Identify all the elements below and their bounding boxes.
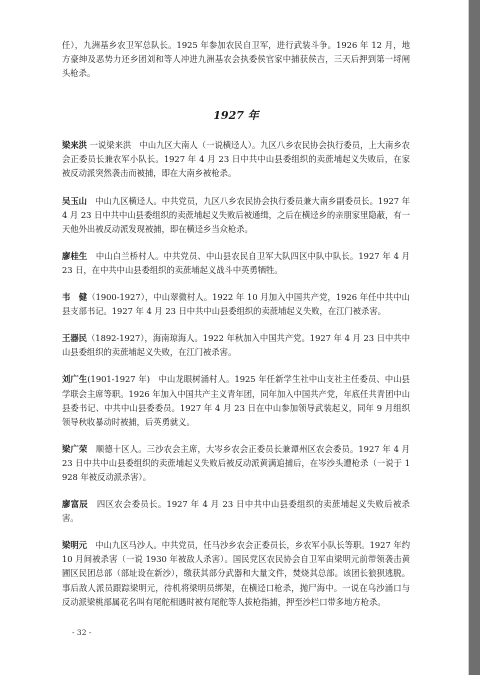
entry-name: 韦 健: [62, 292, 88, 303]
entry-liang-mingyuan: [62, 538, 410, 608]
entry-text: 一说梁来洪 中山九区大南人（一说横迳人）。九区八乡农民协会执行委员，上大南乡农会正委员长兼农军小队长。1927 年 4 月 23 日中共中山县委组织的卖蔗埔起义失败后，在家被反动派突然袭击而被捕，即在大南乡被枪杀。: [62, 140, 410, 179]
entry-liao-fuchen: [62, 497, 410, 525]
entry-text: 顺德十区人。三沙农会主席，大岑乡农会正委员长兼谭州区农会委员。1927 年 4 月 23 日中共中山县委组织的卖蔗埔起义失败后被反动派黄满追捕后，在岑沙头遭枪杀（一说于 1928 年被反动派杀害）。: [62, 443, 410, 482]
entry-text: 中山九区马沙人。中共党员，任马沙乡农会正委员长，乡农军小队长等职。1927 年约 10 月间被杀害（一说 1930 年被敌人杀害）。国民党区农民协会自卫军由梁明元前带领袭击黄圃区民团总部（部址设在新沙），缴获其部分武器和大量文件，焚烧其总部。该团长狼狈逃脱。事后敌人派员跟踪梁明元，待机将梁明员绑架，在横迳口枪杀，抛尸海中。一说在乌沙涌口与反动派梁桃部属花名叫有尾舵相遇时被有尾舵等人拔枪指捕，押至沙栏口带多地方枪杀。: [62, 540, 410, 607]
entry-text: 中山九区横迳人。中共党员，九区八乡农民协会执行委员兼大南乡副委员长。1927 年 4 月 23 日中共中山县委组织的卖蔗埔起义失败后被通缉，之后在横迳乡的亲朋家里隐蔽，有一天他外出被反动派发现被捕，即在横迳乡当众枪杀。: [62, 195, 410, 234]
page-content: [62, 38, 410, 622]
scrollbar-track[interactable]: [469, 0, 480, 675]
page-number: - 32 -: [72, 628, 92, 637]
entry-name: 吴玉山: [62, 195, 87, 206]
entry-text: （1900-1927），中山翠微村人。1922 年 10 月加入中国共产党，1926 年任中共中山县支部书记。1927 年 4 月 23 日中共中山县委组织的卖蔗埔起义失败，在江门被杀害。: [62, 292, 410, 317]
entry-name: 梁广荣: [62, 443, 88, 454]
entry-wu-yushan: [62, 194, 410, 236]
entry-name: 廖富辰: [62, 499, 89, 510]
intro-paragraph: 任），九洲基乡农卫军总队长。1925 年参加农民自卫军，进行武装斗争。1926 年 12 月，地方豪绅及恶势力还乡团刘和等人冲进九洲基农会执委侯官家中捕获侯吉，三天后押到第一埒闸头枪杀。: [62, 40, 410, 79]
entry-wei-jian: [62, 290, 410, 318]
entry-text: 四区农会委员长。1927 年 4 月 23 日中共中山县委组织的卖蔗埔起义失败后被杀害。: [62, 499, 410, 524]
entry-name: 刘广生: [62, 374, 88, 385]
entry-text: （1892-1927），海南琼海人。1922 年秋加入中国共产党。1927 年 4 月 23 日中共中山县委组织的卖蔗埔起义失败，在江门被杀害。: [62, 333, 410, 358]
entry-name: 王器民: [62, 333, 87, 344]
year-heading: 1927 年: [213, 109, 259, 123]
entry-wang-qimin: [62, 331, 410, 359]
entry-name: 廖桂生: [62, 250, 88, 261]
entry-name: 梁来洪: [62, 140, 87, 151]
entry-liao-guisheng: [62, 249, 410, 277]
entry-text: (1901-1927 年) 中山龙眼树涌村人。1925 年任新学生社中山支社主任委员、中山县学联会主席等职。1926 年加入中国共产主义青年团，同年加入中国共产党，年底任共青团中山县委书记、中共中山县委委员。1927 年 4 月 23 日在中山参加领导武装起义，同年 9 月组织领导秋收暴动时被捕，后英勇就义。: [62, 374, 410, 427]
entry-name: 梁明元: [62, 540, 87, 551]
entry-liang-guangrong: [62, 442, 410, 484]
entry-text: 中山白兰桥村人。中共党员、中山县农民自卫军大队四区中队中队长。1927 年 4 月 23 日，在中共中山县委组织的卖蔗埔起义战斗中英勇牺牲。: [62, 250, 410, 275]
entry-liu-guangsheng: [62, 372, 410, 428]
entry-liang-laihong: [62, 138, 410, 180]
